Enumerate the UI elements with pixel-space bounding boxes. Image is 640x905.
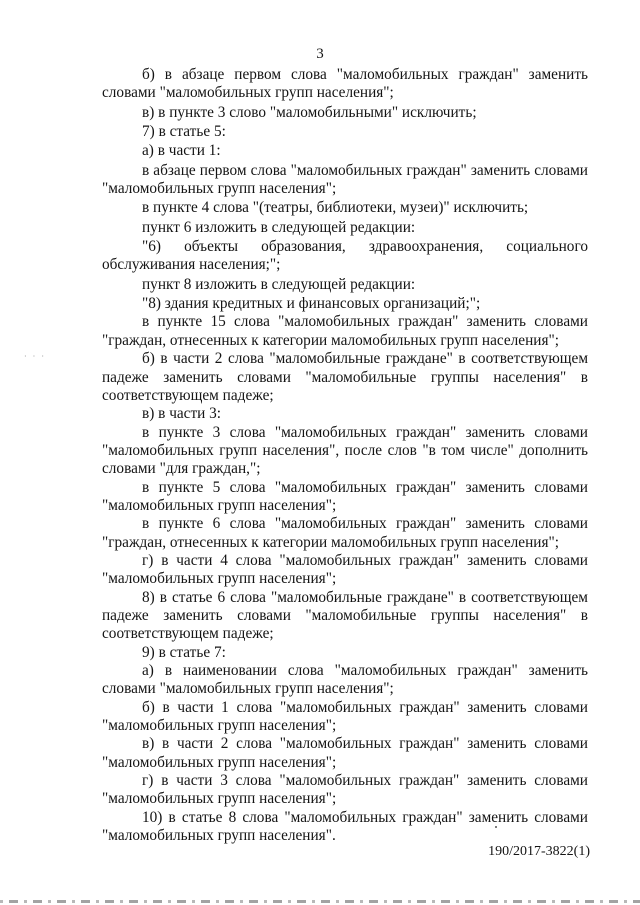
paragraph: "6) объекты образования, здравоохранения, социального обслуживания населения;"; — [102, 238, 588, 274]
document-number: 190/2017-3822(1) — [488, 844, 590, 859]
paragraph: б) в абзаце первом слова "маломобильных граждан" заменить словами "маломобильных групп населения"; — [102, 66, 588, 102]
paragraph: пункт 6 изложить в следующей редакции: — [142, 218, 416, 236]
scan-edge-artifact — [0, 900, 640, 903]
paragraph: в) в части 3: — [142, 405, 222, 423]
paragraph: в) в части 2 слова "маломобильных граждан" заменить словами "маломобильных групп населения"; — [102, 735, 588, 771]
paragraph: в пункте 4 слова "(театры, библиотеки, музеи)" исключить; — [142, 199, 529, 217]
document-body — [102, 66, 588, 845]
paragraph: в абзаце первом слова "маломобильных граждан" заменить словами "маломобильных групп населения"; — [102, 161, 588, 198]
paragraph: а) в части 1: — [142, 142, 221, 160]
paragraph: в пункте 6 слова "маломобильных граждан" заменить словами "граждан, отнесенных к категории маломобильных групп населения"; — [102, 515, 588, 551]
paragraph: г) в части 4 слова "маломобильных граждан" заменить словами "маломобильных групп населения"; — [102, 551, 588, 588]
scan-speck — [495, 826, 497, 828]
paragraph: 8) в статье 6 слова "маломобильные граждане" в соответствующем падеже заменить словами "маломобильные группы населения" в соответствующем падеже; — [102, 588, 588, 643]
paragraph: 10) в статье 8 слова "маломобильных граждан" заменить словами "маломобильных групп населения". — [102, 808, 588, 845]
paragraph: а) в наименовании слова "маломобильных граждан" заменить словами "маломобильных групп населения"; — [102, 662, 588, 698]
paragraph: "8) здания кредитных и финансовых организаций;"; — [142, 295, 481, 313]
page-number: 3 — [316, 46, 324, 62]
paragraph: в пункте 15 слова "маломобильных граждан" заменить словами "граждан, отнесенных к категории маломобильных групп населения"; — [102, 313, 588, 349]
paragraph: в) в пункте 3 слово "маломобильными" исключить; — [142, 103, 477, 121]
paragraph: пункт 8 изложить в следующей редакции: — [142, 275, 416, 293]
paragraph: в пункте 5 слова "маломобильных граждан" заменить словами "маломобильных групп населения"; — [102, 478, 588, 514]
paragraph: 7) в статье 5: — [142, 123, 226, 141]
paragraph: г) в части 3 слова "маломобильных граждан" заменить словами "маломобильных групп населения"; — [102, 772, 588, 808]
paragraph: 9) в статье 7: — [142, 643, 226, 661]
paragraph: б) в части 2 слова "маломобильные граждане" в соответствующем падеже заменить словами "маломобильные группы населения" в соответствующем падеже; — [102, 350, 588, 404]
paragraph: б) в части 1 слова "маломобильных граждан" заменить словами "маломобильных групп населения"; — [102, 698, 588, 735]
margin-scan-marks: · · · — [24, 352, 46, 361]
paragraph: в пункте 3 слова "маломобильных граждан" заменить словами "маломобильных групп населения", после слов "в том числе" дополнить словами "для граждан,"; — [102, 423, 588, 478]
